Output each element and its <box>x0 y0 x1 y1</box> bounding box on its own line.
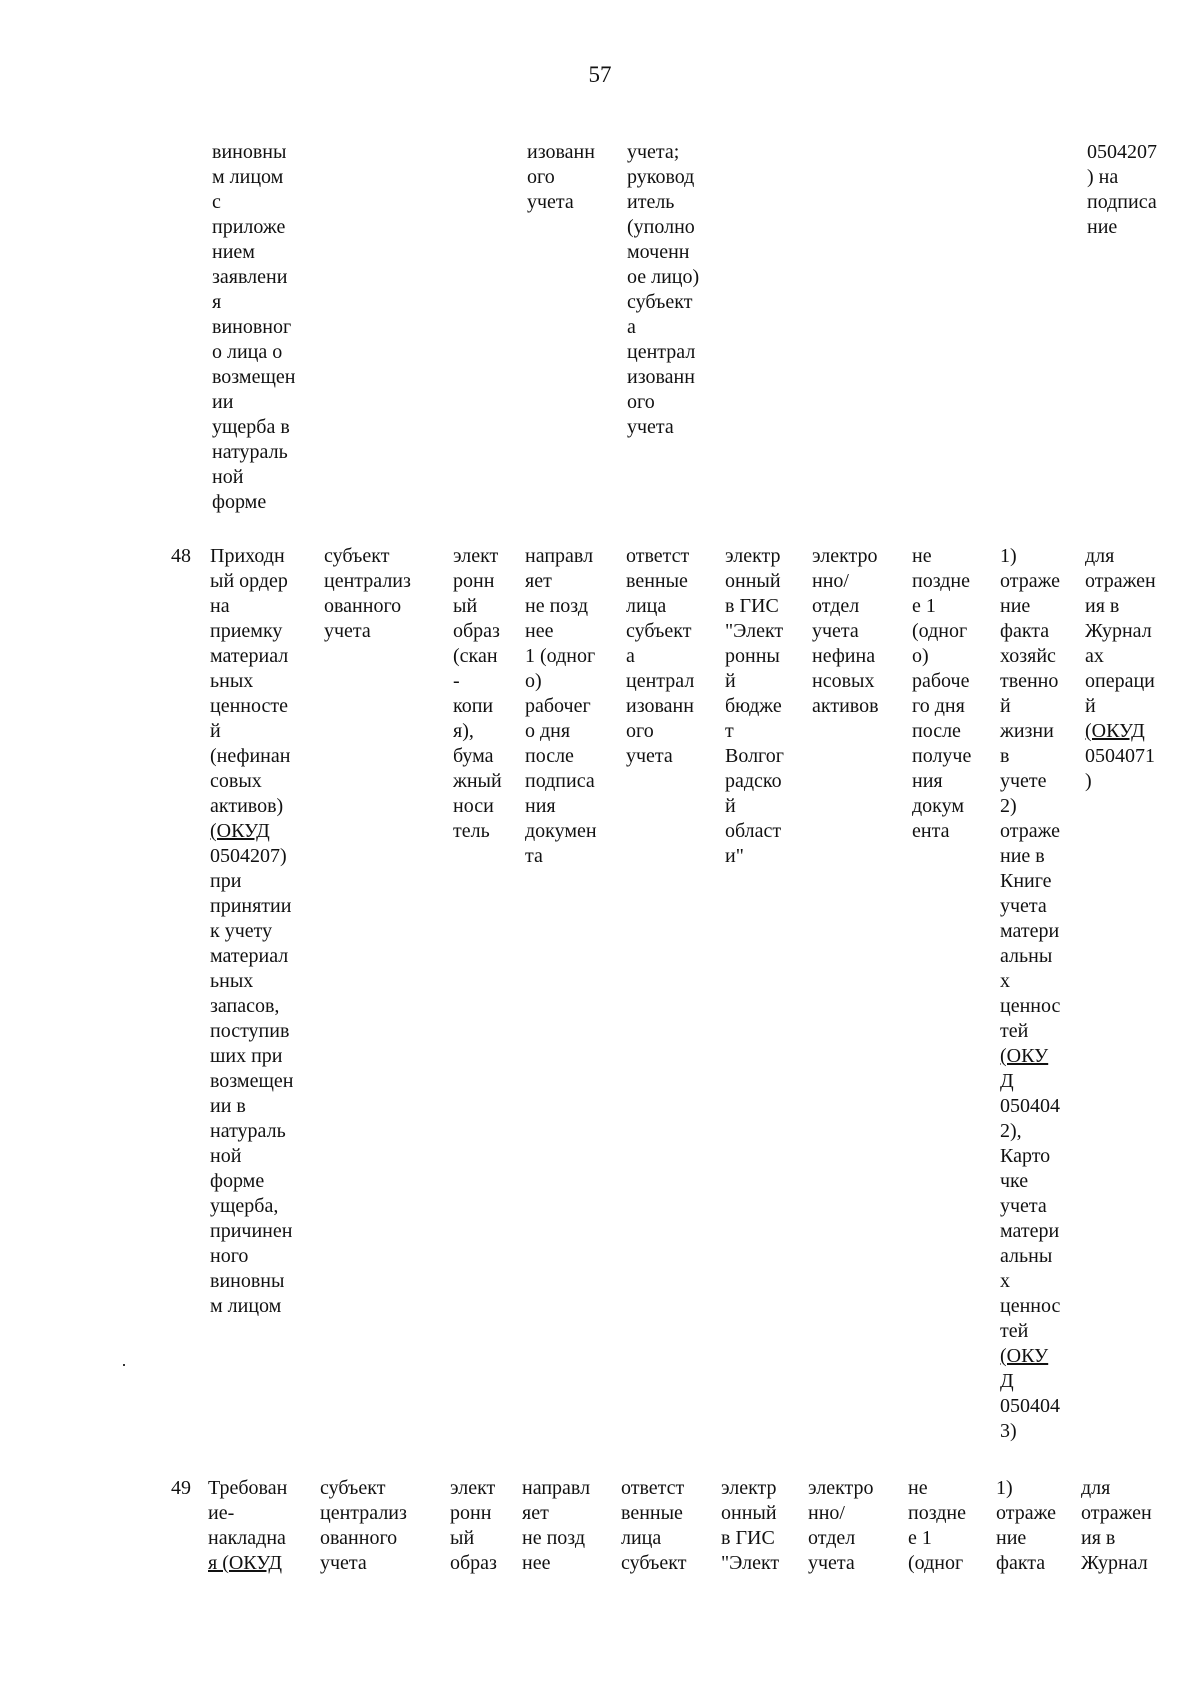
cell-recipient: электро нно/ отдел учета нефина нсовых активов <box>812 545 879 717</box>
cell-format: элект ронн ый образ <box>450 1477 497 1574</box>
cell-format: элект ронн ый образ (скан - копи я), бума жный носи тель <box>453 545 502 842</box>
scan-speck <box>123 1364 125 1366</box>
cell-system: электр онный в ГИС "Элект <box>721 1477 780 1574</box>
cell-direction: изованн ого учета <box>527 141 595 213</box>
cell-deadline: не поздне е 1 (одног <box>908 1477 966 1574</box>
cell-deadline: не поздне е 1 (одног о) рабоче го дня после получе ния докум ента <box>912 545 972 842</box>
cell-direction: направл яет не позд нее <box>522 1477 591 1574</box>
cell-responsible: ответст венные лица субъект а централ изованн ого учета <box>626 545 695 767</box>
cell-processing: 1) отраже ние факта <box>996 1477 1057 1574</box>
cell-processing: 1) отраже ние факта хозяйс твенно й жизни в учете 2) отраже ние в Книге учета матери альны х ценнос тей (ОКУ Д 050404 2), Карто чке учета матери альны х ценнос тей (ОКУ Д 050404 3) <box>1000 545 1061 1442</box>
cell-originator: субъект централиз ованного учета <box>324 545 411 642</box>
row-number: 49 <box>171 1477 191 1499</box>
cell-responsible: учета; руковод итель (уполно моченн ое лицо) субъект а централ изованн ого учета <box>627 141 700 438</box>
cell-responsible: ответст венные лица субъект <box>621 1477 687 1574</box>
cell-recipient: электро нно/ отдел учета <box>808 1477 874 1574</box>
cell-purpose: для отражен ия в Журнал <box>1081 1477 1152 1574</box>
cell-originator: субъект централиз ованного учета <box>320 1477 407 1574</box>
cell-purpose: 0504207 ) на подписа ние <box>1087 141 1157 238</box>
cell-document-name: Требован ие- накладна я (ОКУД <box>208 1477 288 1574</box>
cell-document-name: Приходн ый ордер на приемку материал ьных ценносте й (нефинан совых активов) (ОКУД 0504207) при принятии к учету материал ьных запасов, поступив ших при возмещен ии в натураль ной форме ущерба, причинен ного виновны м лицом <box>210 545 294 1317</box>
page-number: 57 <box>588 62 612 87</box>
cell-direction: направл яет не позд нее 1 (одног о) рабочег о дня после подписа ния докумен та <box>525 545 597 867</box>
row-number: 48 <box>171 545 191 567</box>
cell-document-name: виновны м лицом с приложе нием заявлени я виновног о лица о возмещен ии ущерба в натураль ной форме <box>212 141 296 513</box>
cell-purpose: для отражен ия в Журнал ах оперaци й (ОКУД 0504071 ) <box>1085 545 1156 792</box>
cell-system: электр онный в ГИС "Элект ронны й бюдже т Волгог радско й област и" <box>725 545 784 867</box>
